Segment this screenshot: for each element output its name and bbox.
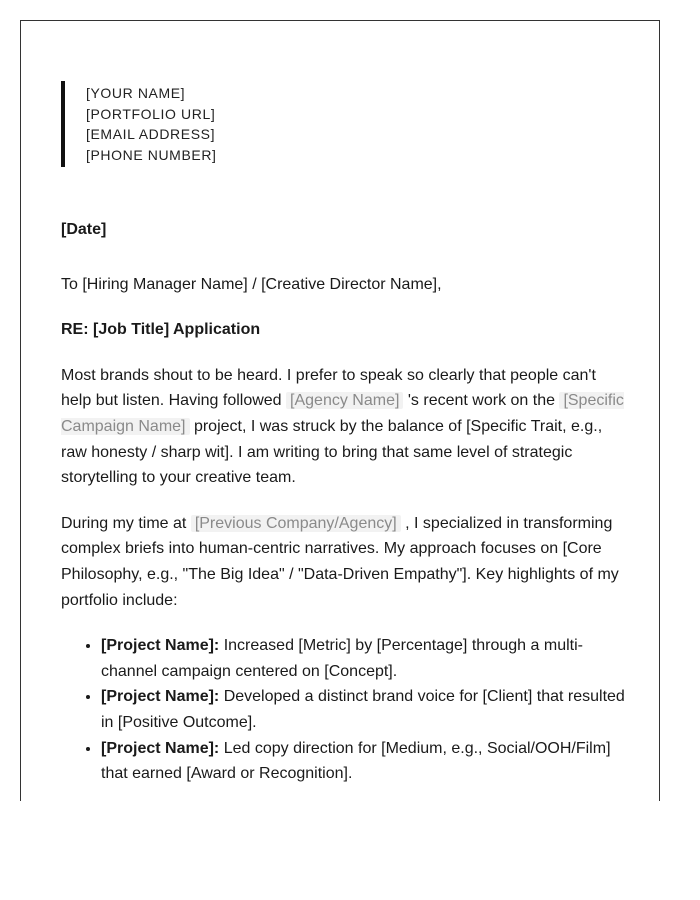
list-item: [101, 736, 629, 787]
paragraph-intro-text-3: project, I was struck by the balance of [Specific Trait, e.g., raw honesty / sharp wit]. I am writing to bring that same level of strategic storytelling to your creative team.: [61, 417, 603, 487]
contact-name: [YOUR NAME]: [86, 85, 186, 101]
paragraph-intro-text-1: Most brands shout to be heard. I prefer to speak so clearly that people can't help but listen. Having followed: [61, 366, 596, 410]
list-item: [101, 633, 629, 684]
campaign-name-placeholder: [Specific Campaign Name]: [61, 392, 624, 435]
contact-block: [61, 81, 217, 167]
previous-company-placeholder: [Previous Company/Agency]: [191, 515, 401, 532]
contact-phone: [PHONE NUMBER]: [86, 146, 217, 163]
salutation: To [Hiring Manager Name] / [Creative Director Name],: [61, 275, 442, 293]
highlight-title: [Project Name]:: [101, 739, 220, 757]
paragraph-intro-text-2: 's recent work on the: [403, 392, 560, 410]
highlight-text: Increased [Metric] by [Percentage] through a multi-channel campaign centered on [Concept].: [101, 637, 583, 680]
list-item: [101, 684, 629, 735]
paragraph-intro: [61, 363, 629, 491]
paragraph-experience-text-2: , I specialized in transforming complex briefs into human-centric narratives. My approach focuses on [Core Philosophy, e.g., "The Big Idea" / "Data-Driven Empathy"]. Key highlights of my portfolio include:: [61, 514, 619, 609]
letter-body: [61, 217, 629, 787]
paragraph-experience: [61, 511, 629, 613]
highlight-title: [Project Name]:: [101, 688, 220, 706]
letter-date: [Date]: [61, 221, 107, 238]
contact-portfolio-url: [PORTFOLIO URL]: [86, 105, 216, 122]
contact-email: [EMAIL ADDRESS]: [86, 126, 216, 142]
highlights-list: [61, 633, 629, 787]
highlight-title: [Project Name]:: [101, 637, 220, 655]
re-line: RE: [Job Title] Application: [61, 321, 261, 339]
highlight-text: Developed a distinct brand voice for [Client] that resulted in [Positive Outcome].: [101, 688, 625, 731]
agency-name-placeholder: [Agency Name]: [286, 392, 403, 409]
highlight-text: Led copy direction for [Medium, e.g., Social/OOH/Film] that earned [Award or Recognition].: [101, 739, 611, 783]
paragraph-experience-text-1: During my time at: [61, 514, 191, 532]
letter-page: [20, 20, 660, 801]
